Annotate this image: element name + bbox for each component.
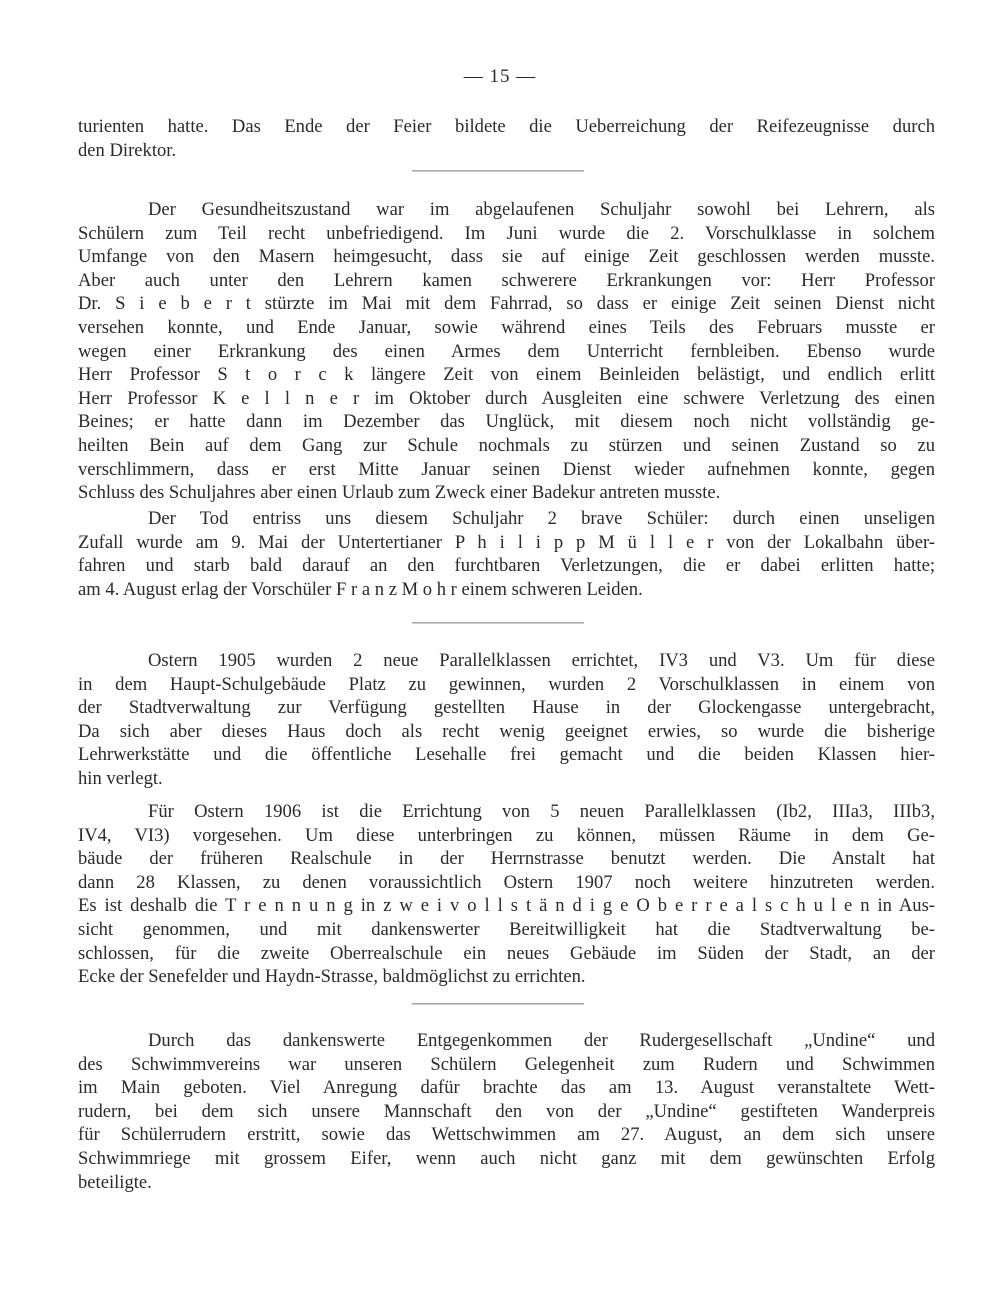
text-line: Schülern zum Teil recht unbefriedigend. Im Juni wurde die 2. Vorschulklasse in solchem	[78, 222, 935, 244]
text-line: heilten Bein auf dem Gang zur Schule nochmals zu stürzen und seinen Zustand so zu	[78, 434, 935, 456]
page-number: — 15 —	[463, 66, 537, 87]
text-line: turienten hatte. Das Ende der Feier bildete die Ueberreichung der Reifezeugnisse durch	[78, 116, 935, 137]
text-line: dann 28 Klassen, zu denen voraussichtlich Ostern 1907 noch weitere hinzutreten werden.	[78, 871, 935, 893]
text-line: der Stadtverwaltung zur Verfügung gestellten Hause in der Glockengasse untergebracht,	[78, 697, 935, 719]
section-divider	[412, 1003, 584, 1005]
text-line: hin verlegt.	[78, 767, 163, 789]
text-line: am 4. August erlag der Vorschüler F r a n z M o h r einem schweren Leiden.	[78, 578, 643, 600]
text-line: den Direktor.	[78, 139, 177, 161]
text-line: bäude der früheren Realschule in der Herrnstrasse benutzt werden. Die Anstalt hat	[78, 848, 935, 870]
text-line: Ostern 1905 wurden 2 neue Parallelklassen errichtet, IV3 und V3. Um für diese	[148, 650, 935, 671]
text-line: Aber auch unter den Lehrern kamen schwerere Erkrankungen vor: Herr Professor	[78, 269, 935, 291]
paragraph-ceremony-end	[78, 115, 935, 162]
text-line: Schluss des Schuljahres aber einen Urlaub zum Zweck einer Badekur antreten musste.	[78, 482, 721, 504]
text-line: in dem Haupt-Schulgebäude Platz zu gewinnen, wurden 2 Vorschulklassen in einem von	[78, 673, 935, 695]
text-line: Dr. S i e b e r t stürzte im Mai mit dem Fahrrad, so dass er einige Zeit seinen Dienst nicht	[78, 293, 935, 315]
text-line: im Main geboten. Viel Anregung dafür brachte das am 13. August veranstaltete Wett-	[78, 1077, 935, 1099]
text-line: Da sich aber dieses Haus doch als recht wenig geeignet erwies, so wurde die bisherige	[78, 720, 935, 742]
paragraph-rowing-swimming	[78, 1029, 935, 1194]
text-line: Schwimmriege mit grossem Eifer, wenn auch nicht ganz mit dem gewünschten Erfolg	[78, 1147, 935, 1169]
text-line: für Schülerrudern erstritt, sowie das Wettschwimmen am 27. August, an dem sich unsere	[78, 1124, 935, 1146]
text-line: Der Tod entriss uns diesem Schuljahr 2 brave Schüler: durch einen unseligen	[148, 508, 935, 529]
text-line: schlossen, für die zweite Oberrealschule ein neues Gebäude im Süden der Stadt, an der	[78, 942, 935, 964]
text-line: sicht genommen, und mit dankenswerter Bereitwilligkeit hat die Stadtverwaltung be-	[78, 918, 935, 940]
text-line: Es ist deshalb die T r e n n u n g in z w e i v o l l s t ä n d i g e O b e r r e a l s c h u l e n in Aus-	[78, 895, 935, 917]
text-line: Der Gesundheitszustand war im abgelaufenen Schuljahr sowohl bei Lehrern, als	[148, 199, 935, 220]
text-line: Herr Professor K e l l n e r im Oktober durch Ausgleiten eine schwere Verletzung des einen	[78, 387, 935, 409]
section-divider	[412, 170, 584, 172]
section-divider	[412, 622, 584, 624]
text-line: versehen konnte, und Ende Januar, sowie während eines Teils des Februars musste er	[78, 316, 935, 338]
text-line: beteiligte.	[78, 1171, 152, 1193]
paragraph-health	[78, 198, 935, 505]
text-line: verschlimmern, dass er erst Mitte Januar seinen Dienst wieder aufnehmen konnte, gegen	[78, 458, 935, 480]
text-line: Herr Professor S t o r c k längere Zeit von einem Beinleiden belästigt, und endlich erlitt	[78, 364, 935, 386]
text-line: IV4, VI3) vorgesehen. Um diese unterbringen zu können, müssen Räume in dem Ge-	[78, 824, 935, 846]
text-line: Lehrwerkstätte und die öffentliche Lesehalle frei gemacht und die beiden Klassen hier-	[78, 744, 935, 766]
text-line: Für Ostern 1906 ist die Errichtung von 5 neuen Parallelklassen (Ib2, IIIa3, IIIb3,	[148, 801, 935, 822]
text-line: wegen einer Erkrankung des einen Armes dem Unterricht fernbleiben. Ebenso wurde	[78, 340, 935, 362]
paragraph-classes-1905	[78, 649, 935, 791]
text-line: Durch das dankenswerte Entgegenkommen der Rudergesellschaft „Undine“ und	[148, 1030, 935, 1051]
text-line: des Schwimmvereins war unseren Schülern Gelegenheit zum Rudern und Schwimmen	[78, 1053, 935, 1075]
paragraph-classes-1906	[78, 800, 935, 989]
text-line: rudern, bei dem sich unsere Mannschaft den von der „Undine“ gestifteten Wanderpreis	[78, 1100, 935, 1122]
text-line: Beines; er hatte dann im Dezember das Unglück, mit diesem noch nicht vollständig ge-	[78, 411, 935, 433]
text-line: Umfange von den Masern heimgesucht, dass sie auf einige Zeit geschlossen werden musste.	[78, 246, 935, 268]
paragraph-deaths	[78, 507, 935, 601]
text-line: fahren und starb bald darauf an den furchtbaren Verletzungen, die er dabei erlitten hatte;	[78, 555, 935, 577]
text-line: Ecke der Senefelder und Haydn-Strasse, baldmöglichst zu errichten.	[78, 966, 586, 988]
text-line: Zufall wurde am 9. Mai der Untertertianer P h i l i p p M ü l l e r von der Lokalbahn über-	[78, 531, 935, 553]
